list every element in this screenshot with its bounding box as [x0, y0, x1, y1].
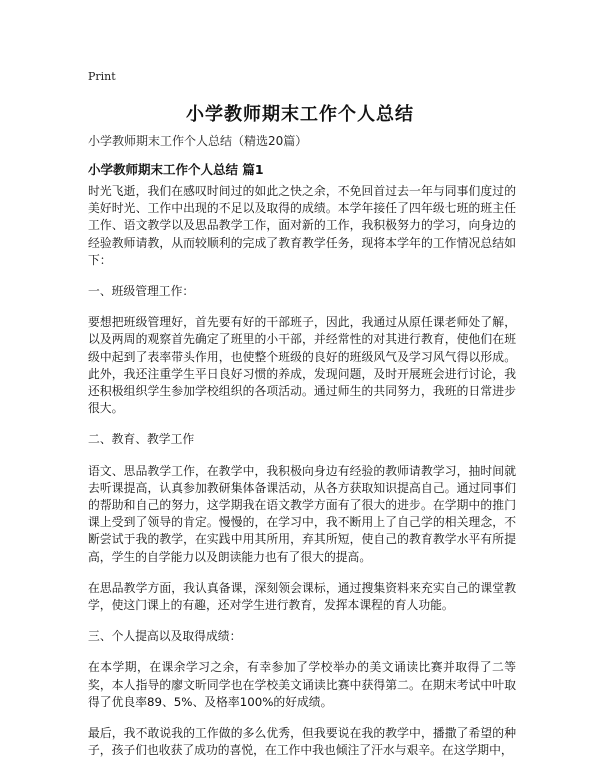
subheading-achievements: 三、个人提高以及取得成绩： [88, 629, 242, 644]
paragraph-intro: 时光飞逝，我们在感叹时间过的如此之快之余，不免回首过去一年与同事们度过的美好时光、工作中出现的不足以及取得的成绩。本学年接任了四年级七班的班主任工作、语文教学以及思品教学工作，面对新的工作，我积极努力的学习，向身边的经验教师请教，从而较顺利的完成了教育教学任务，现将本学年的工作情况总结如下： [88, 184, 516, 267]
document-subtitle: 小学教师期末工作个人总结（精选20篇） [88, 134, 308, 148]
paragraph-class-management: 要想把班级管理好，首先要有好的干部班子，因此，我通过从原任课老师处了解，以及两周的观察首先确定了班里的小干部，并经常性的对其进行教育，使他们在班级中起到了表率带头作用，也使整个班级的良好的班级风气及学习风气得以形成。此外，我还注重学生平日良好习惯的养成，发现问题，及时开展班会进行讨论，我还积极组织学生参加学校组织的各项活动。通过师生的共同努力，我班的日常进步很大。 [88, 315, 516, 416]
print-link[interactable]: Print [88, 70, 116, 83]
paragraph-achievements: 在本学期，在课余学习之余，有幸参加了学校举办的美文诵读比赛并取得了二等奖，本人指导的廖文昕同学也在学校美文诵读比赛中获得第二。在期末考试中叶取得了优良率89、5%、及格率100%的好成绩。 [88, 660, 516, 709]
document-title: 小学教师期末工作个人总结 [186, 104, 414, 125]
paragraph-conclusion: 最后，我不敢说我的工作做的多么优秀，但我要说在我的教学中，播撒了希望的种子，孩子们也收获了成功的喜悦，在工作中我也倾注了汗水与艰辛。在这学期中， [88, 726, 516, 758]
section-heading: 小学教师期末工作个人总结 篇1 [88, 162, 264, 177]
paragraph-chinese-teaching: 语文、思品教学工作，在教学中，我积极向身边有经验的教师请教学习，抽时间就去听课提高，认真参加教研集体备课活动，从各方获取知识提高自己。通过同事们的帮助和自己的努力，这学期我在语文教学方面有了很大的进步。在学期中的推门课上受到了领导的肯定。慢慢的，在学习中，我不断用上了自己学的相关理念，不断尝试于我的教学，在实践中用其所用，弃其所短，使自己的教育教学水平有所提高，学生的自学能力以及朗读能力也有了很大的提高。 [88, 463, 516, 564]
paragraph-moral-teaching: 在思品教学方面，我认真备课，深刻领会课标，通过搜集资料来充实自己的课堂教学，使这门课上的有趣，还对学生进行教育，发挥本课程的育人功能。 [88, 580, 516, 613]
document-body [88, 183, 516, 773]
subheading-teaching: 二、教育、教学工作 [88, 432, 195, 447]
subheading-class-management: 一、班级管理工作： [88, 284, 195, 299]
